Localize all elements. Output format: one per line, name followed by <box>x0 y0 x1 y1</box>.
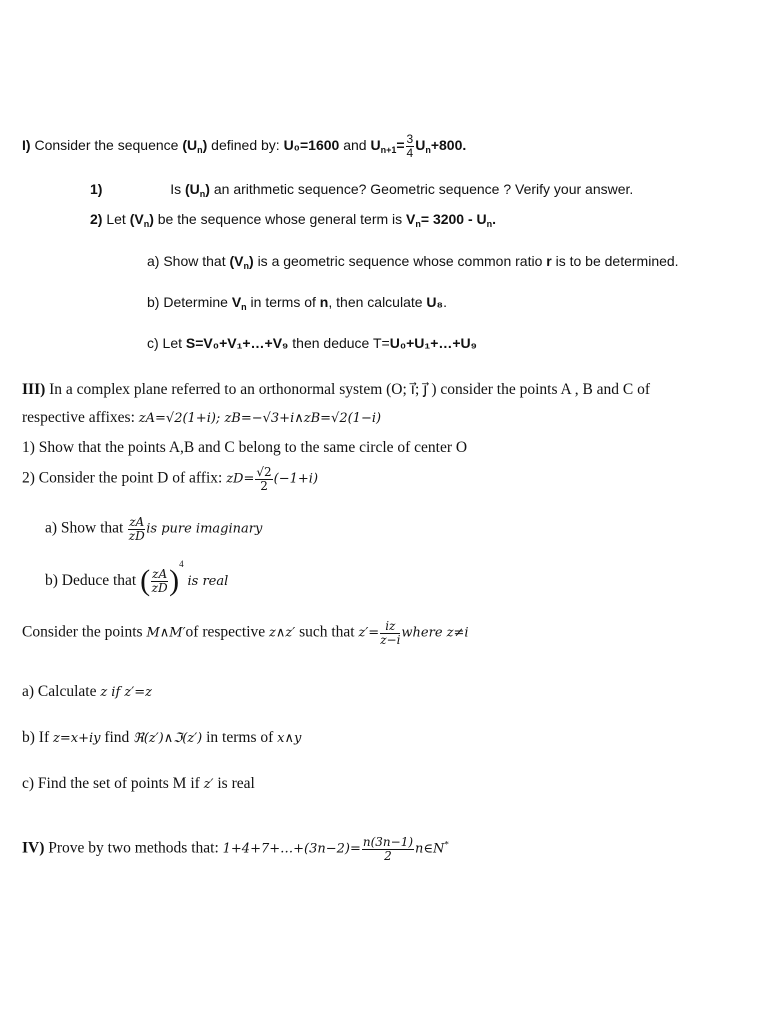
ex3-qa: a) Show that $\frac{zA}{zD}$ is pure imaginary <box>45 515 263 543</box>
ex3-q1: 1) Show that the points A,B and C belong to the same circle of center O <box>22 439 468 456</box>
ex1-qc: c) Let S=V₀+V₁+…+V₉ then deduce T=U₀+U₁+…+U₉ <box>147 335 477 351</box>
ex3-label: III) <box>22 381 46 398</box>
ex1-fraction: $\frac{3}{4}$ <box>406 132 414 160</box>
ex3-part-c: c) Find the set of points M if z′ is real <box>22 775 255 792</box>
ex3-qb: b) Deduce that ( $\frac{zA}{zD}$ )$^4$ is real <box>45 559 229 598</box>
ex3-q2: 2) Consider the point D of affix: zD= $\frac{√2}{2}$ (−1+i) <box>22 465 319 493</box>
ex1-label: I) <box>22 136 31 153</box>
ex4-statement: IV) Prove by two methods that: 1+4+7+…+(3n−2)= $\frac{n(3n-1)}{2}$ n∈N* <box>22 835 449 863</box>
ex3-transformation: Consider the points M∧M′of respective z∧z′ such that z′= $\frac{iz}{z-i}$ where z≠i <box>22 619 469 647</box>
ex3-intro: III) In a complex plane referred to an orthonormal system (O; i⃗; j⃗ ) consider the points A , B and C of <box>22 381 651 398</box>
ex3-affixes: respective affixes: zA=√2(1+i); zB=−√3+i∧zB=√2(1−i) <box>22 409 382 426</box>
ex1-q2: 2) Let $(V_n)$ be the sequence whose general term is $V_n= 3200 - U_n$. <box>90 211 497 229</box>
ex4-label: IV) <box>22 839 45 857</box>
ex3-part-b: b) If z=x+iy find ℜ(z′)∧ℑ(z′) in terms of x∧y <box>22 729 302 746</box>
ex1-qb: b) Determine $V_n$ in terms of n, then calculate U₈. <box>147 294 447 312</box>
ex1-q1: 1) Is $(U_n)$ an arithmetic sequence? Geometric sequence ? Verify your answer. <box>90 181 634 199</box>
ex3-part-a: a) Calculate z if z′=z <box>22 683 152 700</box>
ex1-statement: I) Consider the sequence $(U_n)$ defined by: U₀=1600 and $U_{n+1}=$ $\frac{3}{4}$ $U_n+800$. <box>22 132 467 160</box>
ex1-qa: a) Show that $(V_n)$ is a geometric sequence whose common ratio r is to be determined. <box>147 253 679 271</box>
